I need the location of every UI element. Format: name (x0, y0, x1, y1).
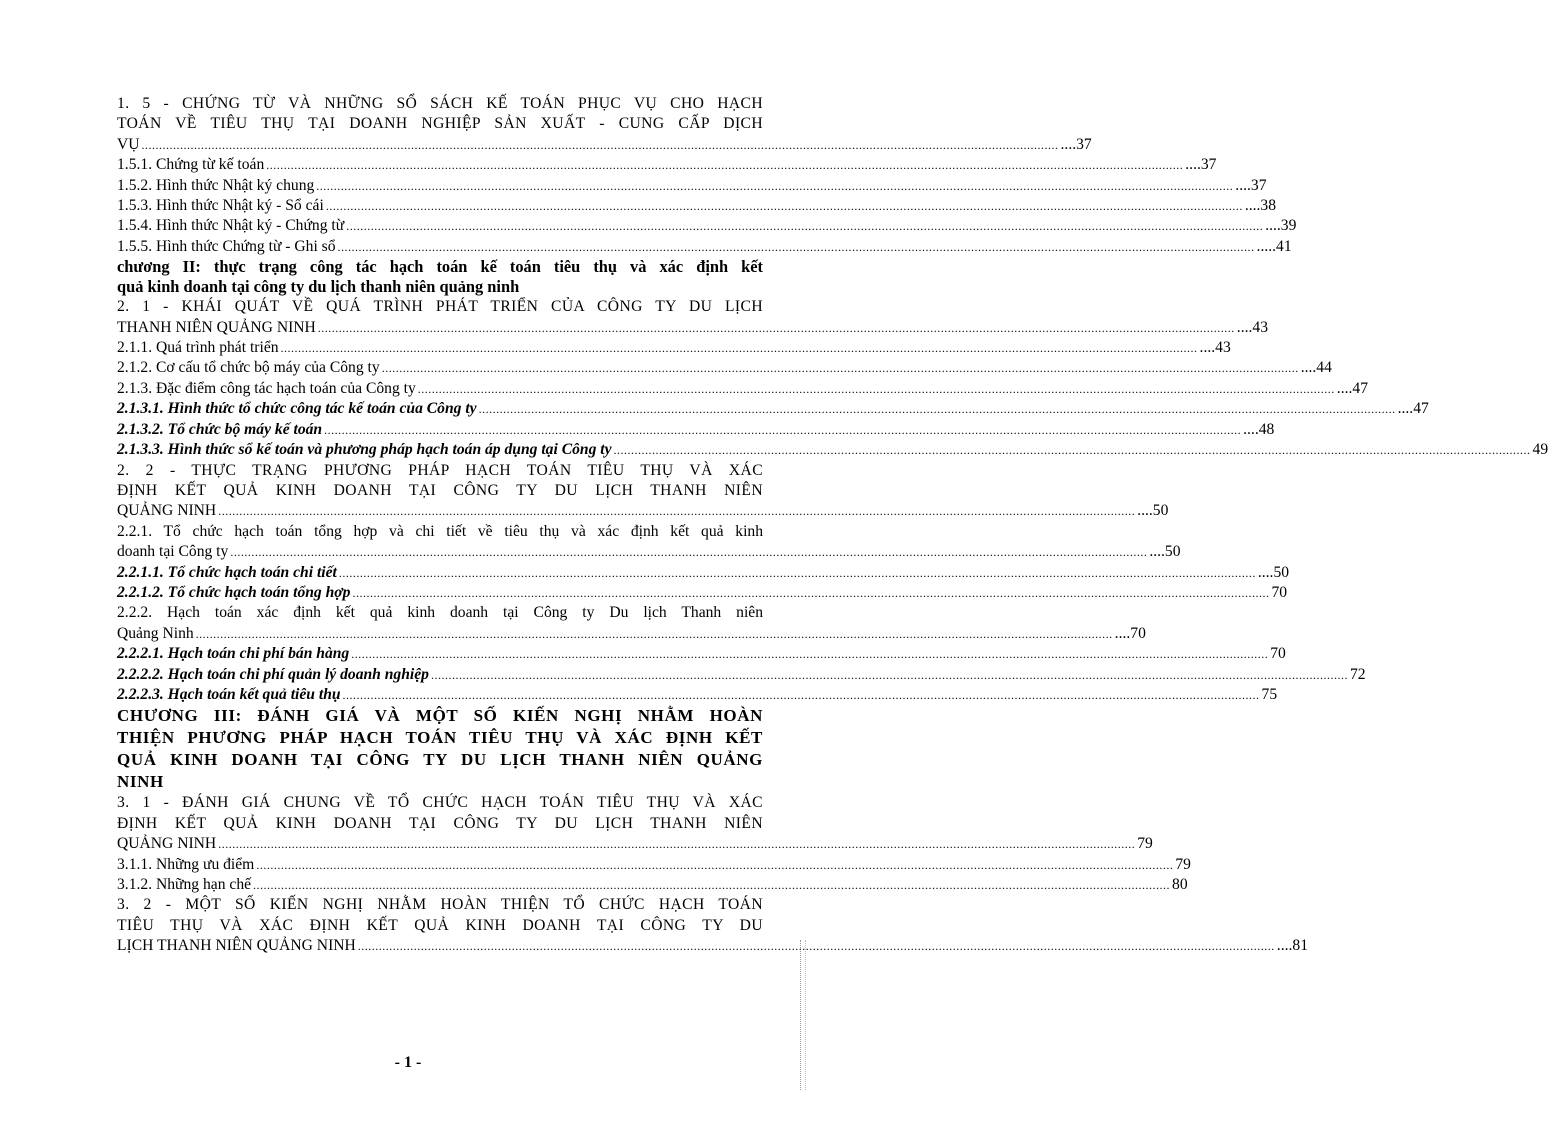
dot-leader (253, 875, 1170, 895)
toc-label: 2.1.3.1. Hình thức tổ chức công tác kế toán của Công ty (117, 400, 477, 418)
toc-label: 2.1.3. Đặc điểm công tác hạch toán của Công ty (117, 379, 416, 397)
toc-line: doanh tại Công ty (117, 543, 229, 561)
page-ref: ....38 (1244, 197, 1276, 215)
toc-line: QUẢ KINH DOANH TẠI CÔNG TY DU LỊCH THANH NIÊN QUẢNG (117, 750, 763, 770)
toc-entry-1-5 (117, 94, 1092, 155)
toc-entry-2-2-1-2 (117, 583, 1288, 603)
table-of-contents (117, 94, 1548, 957)
dot-leader (142, 135, 1059, 155)
toc-line: 2. 2 - THỰC TRẠNG PHƯƠNG PHÁP HẠCH TOÁN TIÊU THỤ VÀ XÁC (117, 461, 763, 479)
chapter-2-heading (117, 257, 763, 297)
dot-leader (358, 936, 1275, 956)
dot-leader (343, 685, 1260, 705)
toc-label: 1.5.3. Hình thức Nhật ký - Sổ cái (117, 197, 324, 215)
toc-label: 2.2.2.3. Hạch toán kết quả tiêu thụ (117, 685, 341, 703)
dot-leader (230, 542, 1147, 562)
page-ref: 49 (1532, 441, 1548, 459)
dot-leader (382, 358, 1299, 378)
dot-leader (196, 624, 1113, 644)
toc-line: quả kinh doanh tại công ty du lịch thanh niên quảng ninh (117, 277, 520, 297)
toc-entry-2-2-1 (117, 522, 1181, 563)
page-ref: ....47 (1336, 379, 1368, 397)
page-ref: ....70 (1114, 624, 1146, 642)
toc-line: VỤ (117, 135, 140, 153)
toc-line: LỊCH THANH NIÊN QUẢNG NINH (117, 937, 356, 955)
page-ref: ....43 (1199, 339, 1231, 357)
toc-label: 1.5.4. Hình thức Nhật ký - Chứng từ (117, 217, 345, 235)
toc-line: 2. 1 - KHÁI QUÁT VỀ QUÁ TRÌNH PHÁT TRIỂN CỦA CÔNG TY DU LỊCH (117, 298, 763, 316)
toc-entry-1-5-2 (117, 176, 1267, 196)
dot-leader (338, 237, 1255, 257)
toc-entry-3-2 (117, 895, 1308, 956)
toc-line: QUẢNG NINH (117, 835, 217, 853)
toc-label: 2.2.1.2. Tổ chức hạch toán tổng hợp (117, 583, 351, 601)
toc-label: 3.1.1. Những ưu điểm (117, 855, 255, 873)
dot-leader (218, 501, 1135, 521)
toc-entry-2-2-2-3 (117, 685, 1278, 705)
toc-entry-2-2-2-2 (117, 665, 1366, 685)
page-ref: ....48 (1243, 420, 1275, 438)
page-ref: 75 (1261, 685, 1278, 703)
toc-label: 1.5.1. Chứng từ kế toán (117, 156, 265, 174)
dot-leader (218, 834, 1135, 854)
dot-leader (339, 563, 1256, 583)
toc-entry-3-1 (117, 793, 1153, 854)
page-ref: 80 (1172, 876, 1188, 893)
toc-entry-1-5-3 (117, 196, 1276, 216)
toc-line: 3. 1 - ĐÁNH GIÁ CHUNG VỀ TỔ CHỨC HẠCH TOÁN TIÊU THỤ VÀ XÁC (117, 794, 763, 812)
page-ref: ....50 (1137, 502, 1169, 520)
page-ref: ....44 (1300, 359, 1332, 377)
page-ref: ....50 (1257, 563, 1290, 581)
page-ref: ....47 (1397, 400, 1429, 418)
toc-line: 1. 5 - CHỨNG TỪ VÀ NHỮNG SỔ SÁCH KẾ TOÁN PHỤC VỤ CHO HẠCH (117, 95, 763, 112)
toc-line: 2.2.1. Tổ chức hạch toán tổng hợp và chi tiết về tiêu thụ và xác định kết quả kinh (117, 522, 763, 540)
dot-leader (614, 440, 1531, 460)
dot-leader (351, 644, 1268, 664)
toc-line: TIÊU THỤ VÀ XÁC ĐỊNH KẾT QUẢ KINH DOANH TẠI CÔNG TY DU (117, 916, 763, 934)
page-ref: ....37 (1060, 135, 1092, 153)
toc-line: ĐỊNH KẾT QUẢ KINH DOANH TẠI CÔNG TY DU LỊCH THANH NIÊN (117, 481, 763, 499)
page-ref: ....37 (1185, 156, 1217, 174)
toc-entry-1-5-1 (117, 155, 1217, 175)
dot-leader (418, 379, 1335, 399)
toc-entry-2-1-3-1 (117, 399, 1429, 419)
toc-entry-2-1-3 (117, 379, 1368, 399)
page-ref: ....43 (1236, 318, 1268, 336)
toc-label: 2.2.2.1. Hạch toán chi phí bán hàng (117, 645, 350, 663)
dot-leader (346, 216, 1263, 236)
dot-leader (256, 855, 1173, 875)
toc-entry-2-2-2 (117, 603, 1146, 644)
toc-label: 1.5.2. Hình thức Nhật ký chung (117, 176, 315, 194)
page-ref: 79 (1175, 855, 1191, 873)
dot-leader (318, 318, 1235, 338)
toc-entry-1-5-4 (117, 216, 1297, 236)
toc-line: THANH NIÊN QUẢNG NINH (117, 318, 316, 336)
toc-entry-2-2 (117, 461, 1169, 522)
toc-line: chương II: thực trạng công tác hạch toán kế toán tiêu thụ và xác định kết (117, 257, 763, 277)
page-ref: ....50 (1149, 543, 1181, 561)
page-number: - 1 - (394, 1054, 422, 1071)
toc-entry-2-1-3-2 (117, 420, 1275, 440)
toc-label: 1.5.5. Hình thức Chứng từ - Ghi sổ (117, 237, 336, 255)
toc-label: 2.2.2.2. Hạch toán chi phí quản lý doanh nghiệp (117, 665, 429, 683)
dot-leader (324, 420, 1241, 440)
page-ref: 79 (1137, 835, 1153, 853)
toc-line: QUẢNG NINH (117, 502, 217, 520)
toc-entry-3-1-2 (117, 875, 1188, 895)
toc-line: Quảng Ninh (117, 624, 194, 642)
toc-entry-2-2-2-1 (117, 644, 1286, 664)
toc-line: CHƯƠNG III: ĐÁNH GIÁ VÀ MỘT SỐ KIẾN NGHỊ NHẰM HOÀN (117, 706, 763, 726)
page-ref: ....37 (1235, 176, 1267, 194)
toc-entry-2-1 (117, 297, 1268, 338)
toc-line: NINH (117, 772, 164, 792)
toc-line: THIỆN PHƯƠNG PHÁP HẠCH TOÁN TIÊU THỤ VÀ XÁC ĐỊNH KẾT (117, 728, 763, 748)
chapter-3-heading (117, 705, 763, 793)
page-ref: 70 (1270, 645, 1286, 663)
toc-label: 3.1.2. Những hạn chế (117, 876, 252, 893)
toc-entry-2-1-3-3 (117, 440, 1548, 460)
toc-label: 2.1.3.2. Tổ chức bộ máy kế toán (117, 420, 323, 438)
dot-leader (326, 196, 1243, 216)
toc-label: 2.1.2. Cơ cấu tổ chức bộ máy của Công ty (117, 359, 380, 377)
page-ref: .....41 (1256, 237, 1292, 255)
dot-leader (431, 665, 1348, 685)
page-ref: ....81 (1276, 937, 1308, 955)
page-ref: 70 (1271, 583, 1288, 601)
toc-entry-2-1-1 (117, 338, 1231, 358)
toc-label: 2.2.1.1. Tổ chức hạch toán chi tiết (117, 563, 337, 581)
page-ref: ....39 (1265, 217, 1297, 235)
toc-entry-2-1-2 (117, 358, 1332, 378)
toc-entry-2-2-1-1 (117, 563, 1290, 583)
dot-leader (266, 155, 1183, 175)
dot-leader (316, 176, 1233, 196)
dot-leader (479, 399, 1396, 419)
toc-line: ĐỊNH KẾT QUẢ KINH DOANH TẠI CÔNG TY DU LỊCH THANH NIÊN (117, 814, 763, 832)
page-ref: 72 (1349, 665, 1366, 683)
toc-line: TOÁN VỀ TIÊU THỤ TẠI DOANH NGHIỆP SẢN XUẤT - CUNG CẤP DỊCH (117, 115, 763, 133)
toc-line: 3. 2 - MỘT SỐ KIẾN NGHỊ NHẰM HOÀN THIỆN TỔ CHỨC HẠCH TOÁN (117, 896, 763, 914)
toc-label: 2.1.1. Quá trình phát triển (117, 339, 279, 357)
toc-entry-3-1-1 (117, 855, 1191, 875)
toc-line: 2.2.2. Hạch toán xác định kết quả kinh doanh tại Công ty Du lịch Thanh niên (117, 604, 763, 622)
dot-leader (281, 338, 1198, 358)
dot-leader (352, 583, 1269, 603)
toc-entry-1-5-5 (117, 237, 1292, 257)
toc-label: 2.1.3.3. Hình thức sổ kế toán và phương pháp hạch toán áp dụng tại Công ty (117, 441, 612, 459)
